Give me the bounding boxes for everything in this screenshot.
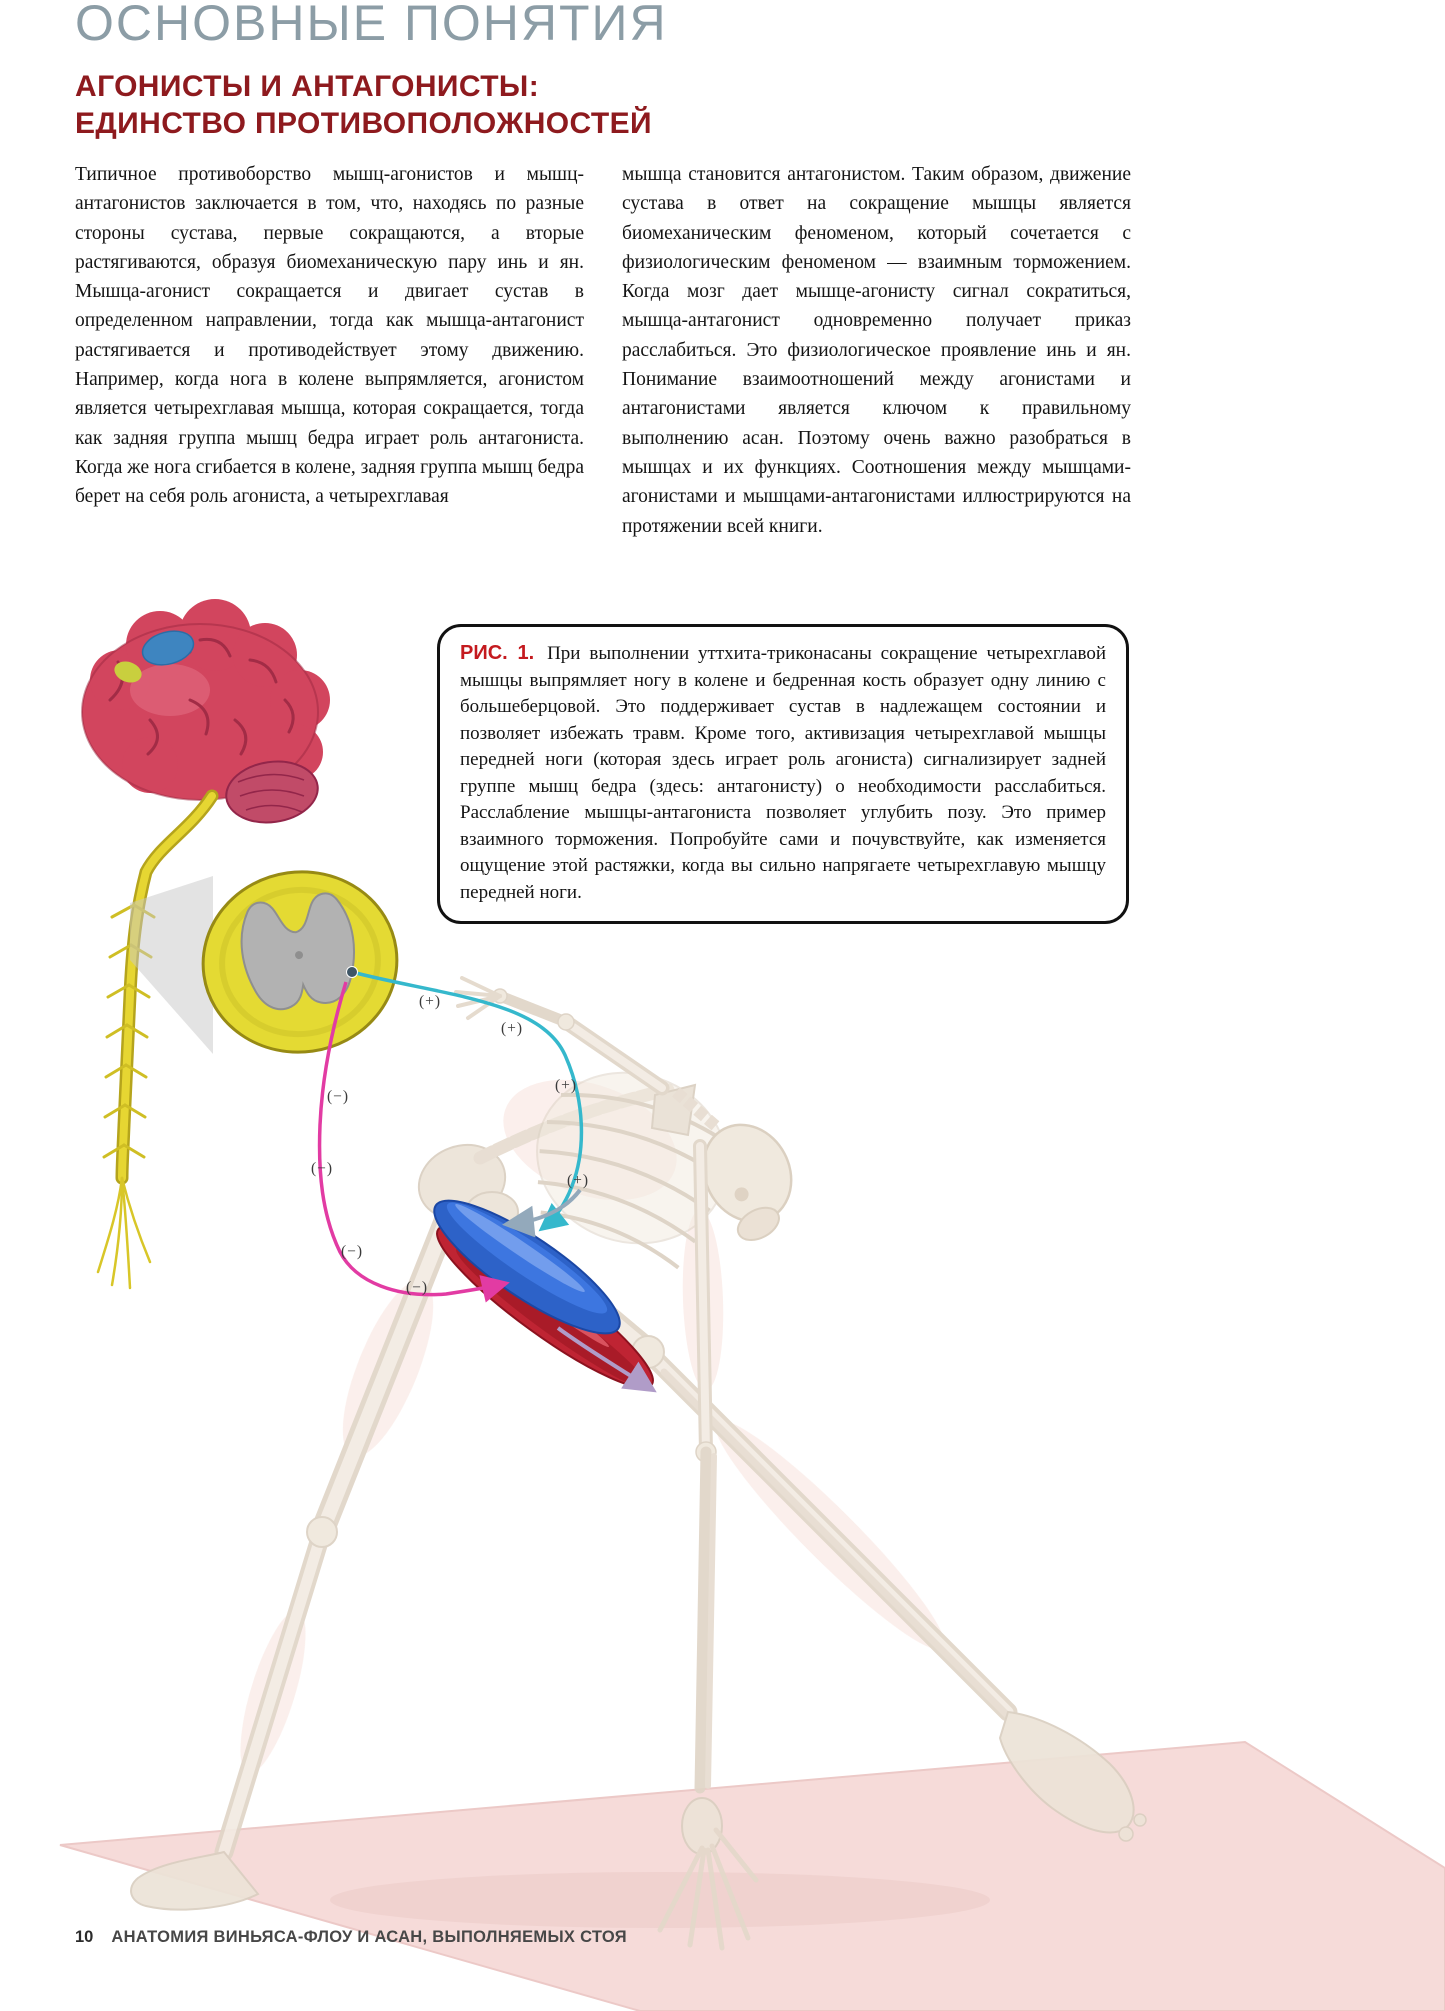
page-number: 10	[75, 1928, 94, 1946]
spinal-cord-cross-section	[191, 859, 408, 1064]
annotation-minus: (−)	[405, 1279, 429, 1296]
body-text	[75, 160, 1131, 541]
annotation-plus: (+)	[554, 1077, 578, 1094]
article-title-line1: АГОНИСТЫ И АНТАГОНИСТЫ:	[75, 70, 540, 103]
article-title-line2: ЕДИНСТВО ПРОТИВОПОЛОЖНОСТЕЙ	[75, 107, 652, 140]
figure-caption-text: При выполнении уттхита-триконасаны сокращение четырехглавой мышцы выпрямляет ногу в колене и бедренная кость образует одну линию с большеберцовой. Это поддерживает сустав в надлежащем состоянии и позволяет избежать травм. Кроме того, активизация четырехглавой мышцы передней ноги (которая здесь играет роль агониста) сигнализирует задней группе мышц бедра (здесь: антагонисту) о необходимости расслабиться. Расслабление мышцы-антагониста позволяет углубить позу. Это пример взаимного торможения. Попробуйте сами и почувствуйте, как изменяется ощущение этой растяжки, когда вы сильно напрягаете четырехглавую мышцу передней ноги.	[460, 643, 1107, 903]
annotation-minus: (−)	[326, 1088, 350, 1105]
annotation-minus: (−)	[340, 1243, 364, 1260]
text-column-right: мышца становится антагонистом. Таким образом, движение сустава в ответ на сокращение мышцы является биомеханическим феноменом, который сочетается с физиологическим феноменом — взаимным торможением. Когда мозг дает мышце-агонисту сигнал сократиться, мышца-антагонист одновременно получает приказ расслабиться. Это физиологическое проявление инь и ян. Понимание взаимоотношений между агонистами и антагонистами является ключом к правильному выполнению асан. Поэтому очень важно разобраться в мышцах и их функциях. Соотношения между мышцами-агонистами и мышцами-антагонистами иллюстрируются на протяжении всей книги.	[622, 164, 1131, 537]
spinal-cord	[98, 796, 212, 1288]
figure-caption-box	[437, 624, 1129, 924]
page-footer	[75, 1928, 627, 1947]
annotation-plus: (+)	[418, 993, 442, 1010]
figure-label: РИС. 1.	[460, 642, 535, 664]
chapter-title: ОСНОВНЫЕ ПОНЯТИЯ	[75, 0, 668, 51]
motor-neuron-dot	[347, 967, 358, 978]
text-column-left: Типичное противоборство мышц-агонистов и мышц-антагонистов заключается в том, что, находясь по разные стороны сустава, первые сокращаются, а вторые растягиваются, образуя биомеханическую пару инь и ян. Мышца-агонист сокращается и двигает сустав в определенном направлении, тогда как мышца-антагонист растягивается и противодействует этому движению. Например, когда нога в колене выпрямляется, агонистом является четырехглавая мышца, которая сокращается, тогда как задняя группа мышц бедра играет роль антагониста. Когда же нога сгибается в колене, задняя группа мышц бедра берет на себя роль агониста, а четырехглавая	[75, 164, 584, 508]
article-title	[75, 68, 652, 142]
magnifier-wedge	[130, 876, 213, 1054]
running-title: АНАТОМИЯ ВИНЬЯСА-ФЛОУ И АСАН, ВЫПОЛНЯЕМЫХ СТОЯ	[111, 1928, 627, 1946]
annotation-plus: (+)	[566, 1172, 590, 1189]
annotation-minus: (−)	[310, 1160, 334, 1177]
annotation-plus: (+)	[500, 1020, 524, 1037]
